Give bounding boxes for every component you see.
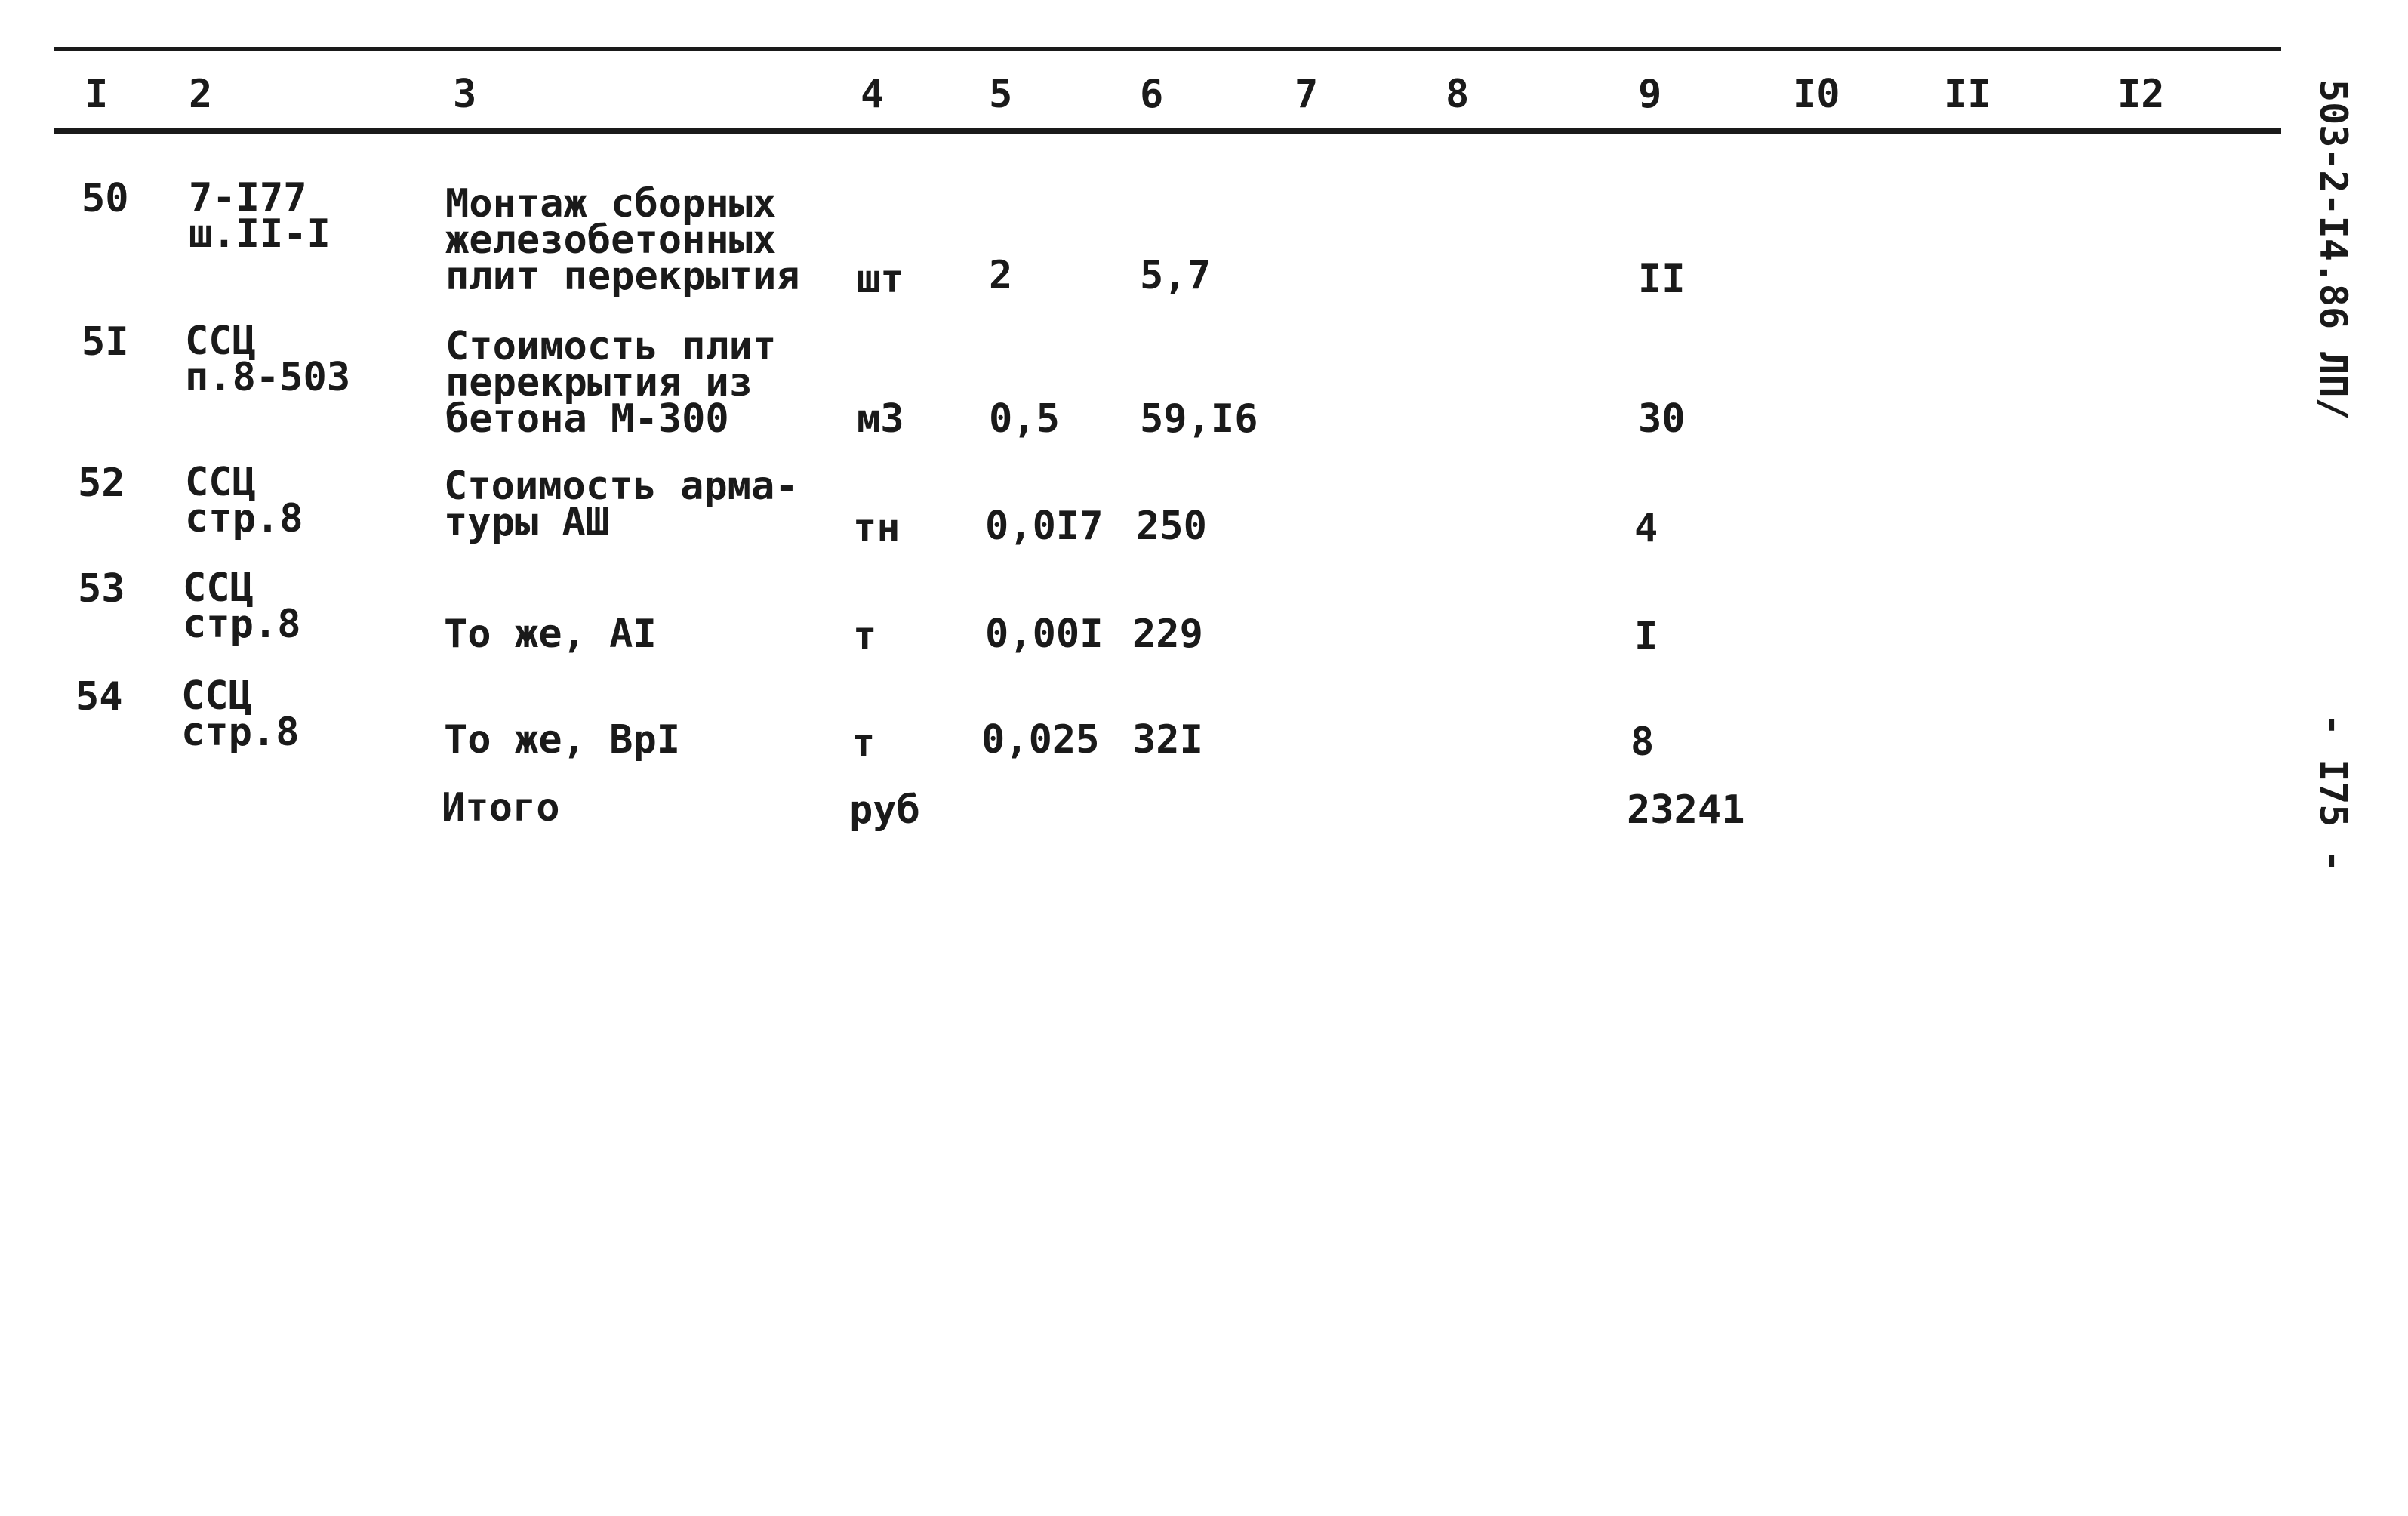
row-unit-price: 5,7 xyxy=(1140,253,1211,298)
row-description: То же, ВрI xyxy=(444,717,681,763)
row-number: 5I xyxy=(82,319,129,365)
row-description: Стоимость арма- туры АШ xyxy=(444,464,799,545)
row-number: 50 xyxy=(82,176,129,221)
row-description: То же, АI xyxy=(444,612,657,657)
row-total: 30 xyxy=(1638,396,1686,442)
row-reference: ССЦ стр.8 xyxy=(181,673,300,755)
column-header-2: 2 xyxy=(189,72,213,117)
row-description: Монтаж сборных железобетонных плит перекрытия xyxy=(445,181,800,299)
row-total: I xyxy=(1634,614,1658,659)
row-number: 53 xyxy=(78,566,125,612)
row-total: II xyxy=(1638,257,1686,302)
column-header-3: 3 xyxy=(453,72,477,117)
table-top-rule xyxy=(54,47,2281,51)
row-quantity: 0,025 xyxy=(981,717,1100,763)
column-header-11: II xyxy=(1944,72,1991,117)
column-header-9: 9 xyxy=(1638,72,1662,117)
row-quantity: 0,00I xyxy=(985,612,1104,657)
row-quantity: 2 xyxy=(989,253,1013,298)
row-reference: ССЦ п.8-503 xyxy=(185,319,351,400)
row-number: 52 xyxy=(78,461,125,506)
column-header-7: 7 xyxy=(1295,72,1319,117)
row-unit: тн xyxy=(853,506,901,551)
row-unit-price: 229 xyxy=(1132,612,1203,657)
row-unit: шт xyxy=(857,257,904,302)
row-unit: м3 xyxy=(857,396,904,442)
row-unit-price: 32I xyxy=(1132,717,1203,763)
row-quantity: 0,5 xyxy=(989,396,1060,442)
column-header-1: I xyxy=(85,72,109,117)
table-header-rule xyxy=(54,128,2281,134)
column-header-12: I2 xyxy=(2117,72,2165,117)
row-total: 8 xyxy=(1630,719,1655,765)
row-unit-price: 250 xyxy=(1136,504,1207,549)
row-unit: т xyxy=(853,614,877,659)
column-header-10: I0 xyxy=(1793,72,1840,117)
row-description: Стоимость плит перекрытия из бетона М-300 xyxy=(445,324,777,442)
row-reference: ССЦ стр.8 xyxy=(183,565,301,647)
column-header-5: 5 xyxy=(989,72,1013,117)
summary-total: 23241 xyxy=(1627,787,1745,833)
row-unit-price: 59,I6 xyxy=(1140,396,1258,442)
row-quantity: 0,0I7 xyxy=(985,504,1104,549)
summary-unit: руб xyxy=(849,787,920,833)
row-unit: т xyxy=(851,721,876,766)
page-number: - I75 - xyxy=(2311,713,2355,873)
column-header-6: 6 xyxy=(1140,72,1164,117)
document-code: 503-2-I4.86 ЛП/ xyxy=(2311,79,2355,421)
row-reference: 7-I77 ш.II-I xyxy=(189,175,331,257)
column-header-4: 4 xyxy=(861,72,885,117)
row-reference: ССЦ стр.8 xyxy=(185,460,303,541)
row-number: 54 xyxy=(75,674,123,719)
column-header-8: 8 xyxy=(1446,72,1470,117)
summary-label: Итого xyxy=(442,785,560,830)
row-total: 4 xyxy=(1634,506,1658,551)
